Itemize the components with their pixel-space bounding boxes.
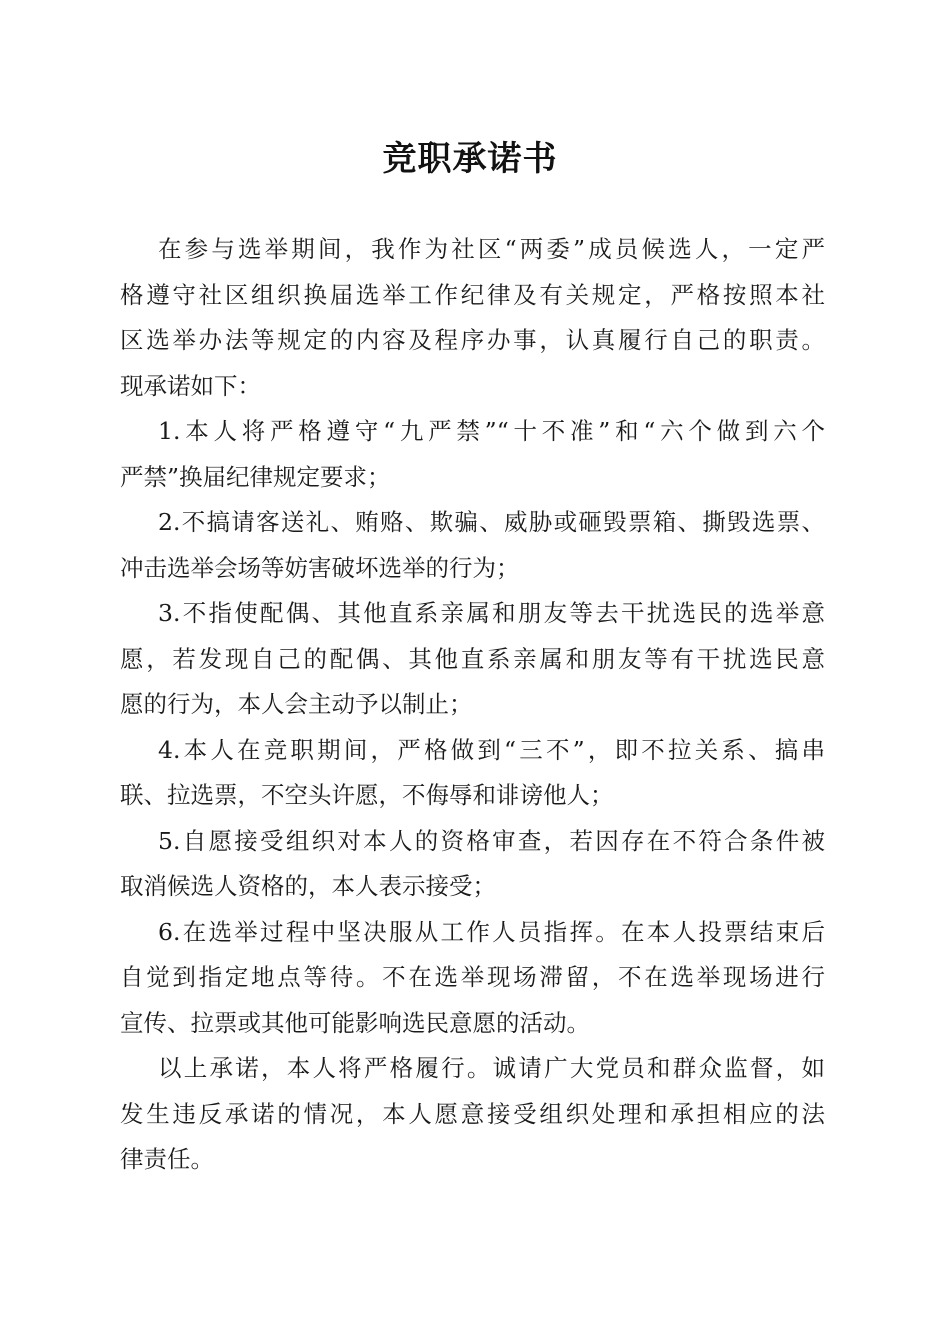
paragraph-item-5 [120, 819, 825, 910]
document-body [120, 227, 825, 1183]
text-line: 以上承诺，本人将严格履行。诚请广大党员和群众监督，如 [158, 1054, 825, 1082]
text-line: 严禁”换届纪律规定要求； [120, 462, 391, 491]
text-line: 取消候选人资格的，本人表示接受； [120, 872, 496, 900]
text-line: 宣传、拉票或其他可能影响选民意愿的活动。 [120, 1008, 590, 1037]
text-line: 4.本人在竞职期间，严格做到“三不”，即不拉关系、搞串 [158, 735, 825, 764]
text-line: 区选举办法等规定的内容及程序办事，认真履行自己的职责。 [120, 326, 825, 354]
text-line: 自觉到指定地点等待。不在选举现场滞留，不在选举现场进行 [120, 963, 825, 991]
paragraph-item-4 [120, 728, 825, 819]
text-line: 格遵守社区组织换届选举工作纪律及有关规定，严格按照本社 [120, 280, 825, 309]
text-line: 冲击选举会场等妨害破坏选举的行为； [120, 553, 520, 582]
paragraph-intro [120, 227, 825, 409]
paragraph-item-2 [120, 500, 825, 591]
paragraph-item-6 [120, 910, 825, 1047]
paragraph-item-3 [120, 591, 825, 728]
paragraph-closing [120, 1046, 825, 1183]
text-line: 5.自愿接受组织对本人的资格审查，若因存在不符合条件被 [158, 826, 825, 855]
text-line: 现承诺如下： [120, 371, 261, 400]
text-line: 发生违反承诺的情况，本人愿意接受组织处理和承担相应的法 [120, 1099, 825, 1128]
text-line: 在参与选举期间，我作为社区“两委”成员候选人，一定严 [158, 235, 825, 263]
text-line: 联、拉选票，不空头许愿，不侮辱和诽谤他人； [120, 781, 614, 809]
document-title: 竞职承诺书 [382, 139, 558, 179]
text-line: 2.不搞请客送礼、贿赂、欺骗、威胁或砸毁票箱、撕毁选票、 [158, 508, 825, 536]
paragraph-item-1 [120, 409, 825, 500]
text-line: 1.本人将严格遵守“九严禁”“十不准”和“六个做到六个 [158, 417, 825, 445]
text-line: 3.不指使配偶、其他直系亲属和朋友等去干扰选民的选举意 [158, 599, 825, 627]
text-line: 愿，若发现自己的配偶、其他直系亲属和朋友等有干扰选民意 [120, 644, 825, 673]
text-line: 律责任。 [120, 1145, 214, 1173]
text-line: 6.在选举过程中坚决服从工作人员指挥。在本人投票结束后 [158, 917, 825, 946]
text-line: 愿的行为，本人会主动予以制止； [120, 690, 473, 718]
